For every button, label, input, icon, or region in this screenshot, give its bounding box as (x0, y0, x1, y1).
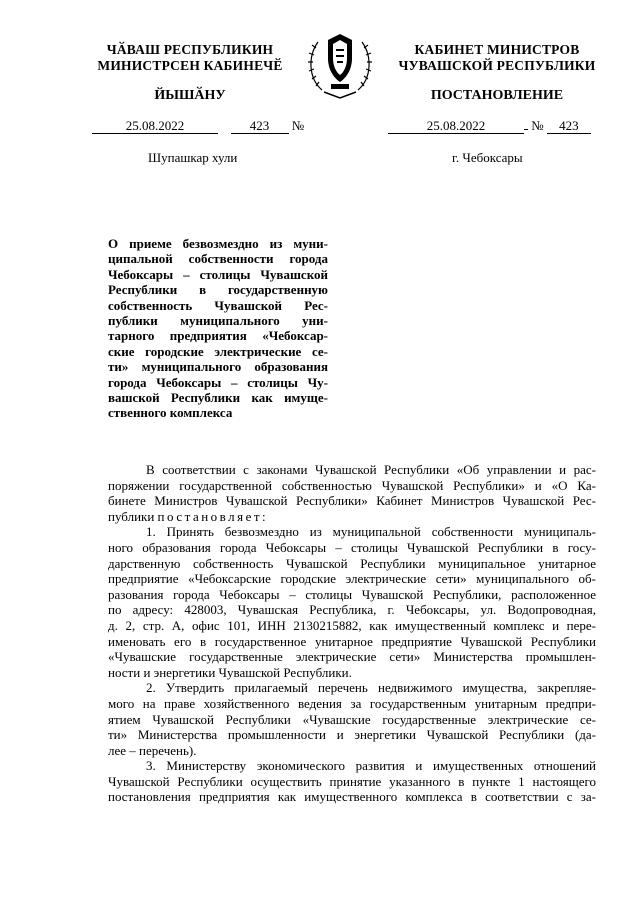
title-line: вашской Республики как имуще- (108, 390, 328, 406)
header-right-org-line2: ЧУВАШСКОЙ РЕСПУБЛИКИ (398, 58, 596, 73)
number-field-left: 423 (231, 119, 289, 134)
title-line: ти» муниципального образования (108, 359, 328, 375)
paragraph-3 (108, 758, 596, 805)
document-title (108, 236, 328, 421)
body-line: В соответствии с законами Чувашской Республики «Об управлении и рас- (146, 462, 596, 477)
body-line: «Чувашские государственные электрические сети» Министерства промышлен- (108, 649, 596, 665)
header-right-org-line1: КАБИНЕТ МИНИСТРОВ (414, 42, 580, 57)
number-field-right: 423 (547, 119, 591, 134)
header-right-org (386, 42, 608, 74)
dateline-right (388, 118, 591, 134)
title-line: ские городские электрические се- (108, 343, 328, 359)
body-line: дарственную собственность Чувашской Республики муниципальное унитарное (108, 555, 596, 571)
body-line: 3. Министерству экономического развития и имущественных отношений (146, 758, 596, 774)
header-left-org (82, 42, 298, 74)
title-line: собственность Чувашской Рес- (108, 297, 328, 313)
body-line: разования города Чебоксары – столицы Чувашской Республики, расположенное (108, 586, 596, 602)
body-line: 1. Принять безвозмездно из муниципальной собственности муниципаль- (146, 524, 596, 540)
body-line: ятием Чувашской Республики «Чувашские государственные электрические се- (108, 711, 596, 727)
title-line: Республики в государственную (108, 282, 328, 298)
intro-paragraph (108, 462, 596, 509)
header-left-org-line2: МИНИСТРСЕН КАБИНЕЧӖ (97, 58, 283, 73)
title-line: города Чебоксары – столицы Чу- (108, 374, 328, 390)
title-line: ципальной собственности города (108, 251, 328, 267)
body-line: по адресу: 428003, Чувашская Республика, г. Чебоксары, ул. Водопроводная, (108, 602, 596, 618)
title-line: тарного предприятия «Чебоксар- (108, 328, 328, 344)
title-line: ственного комплекса (108, 405, 233, 421)
resolves-word: постановляет: (157, 508, 269, 524)
intro-last-line (108, 509, 596, 525)
paragraph-2 (108, 680, 596, 758)
header-right-kind: ПОСТАНОВЛЕНИЕ (430, 88, 564, 103)
date-field-left: 25.08.2022 (92, 119, 218, 134)
title-line: публики муниципального уни- (108, 313, 328, 329)
number-sign-left: № (291, 118, 305, 133)
dateline-left (92, 118, 304, 134)
document-body (108, 462, 596, 805)
date-field-right: 25.08.2022 (388, 119, 524, 134)
body-line: ного образования города Чебоксары – столицы Чувашской Республики в госу- (108, 539, 596, 555)
body-line: постановления предприятия как имущественного комплекса в соответствии с за- (108, 789, 596, 805)
body-line: бинете Министров Чувашской Республики» Кабинет Министров Чувашской Рес- (108, 493, 596, 509)
place-left: Шупашкар хули (148, 150, 238, 165)
header-left-kind: ЙЫШӐНУ (154, 88, 226, 103)
intro-last-prefix: публики (108, 508, 155, 524)
body-line: 2. Утвердить прилагаемый перечень недвижимого имущества, закрепляе- (146, 680, 596, 696)
title-line: О приеме безвозмездно из муни- (108, 236, 328, 251)
place-right: г. Чебоксары (452, 150, 523, 165)
body-line: Чувашской Республики осуществить принятие указанного в пункте 1 настоящего (108, 773, 596, 789)
body-line: предприятие «Чебоксарские городские электрические сети» муниципального об- (108, 571, 596, 587)
body-line: д. 2, стр. А, офис 101, ИНН 2130215882, как имущественный комплекс и пере- (108, 617, 596, 633)
number-sign-right: № (531, 118, 544, 133)
header-left-org-line1: ЧӐВАШ РЕСПУБЛИКИН (106, 42, 274, 57)
body-line: поряжении государственной собственностью Чувашской Республики» и «О Ка- (108, 477, 596, 493)
body-line: лее – перечень). (108, 742, 197, 758)
paragraph-1 (108, 524, 596, 680)
body-line: ти» Министерства промышленности и энергетики Чувашской Республики (да- (108, 727, 596, 743)
body-line: ности и энергетики Чувашской Республики. (108, 664, 352, 680)
title-line: Чебоксары – столицы Чувашской (108, 266, 328, 282)
body-line: именовать его в государственное унитарное предприятие Чувашской Республики (108, 633, 596, 649)
body-line: мого на праве хозяйственного ведения за государственным унитарным предпри- (108, 695, 596, 711)
chuvash-coat-of-arms-icon (300, 28, 380, 104)
